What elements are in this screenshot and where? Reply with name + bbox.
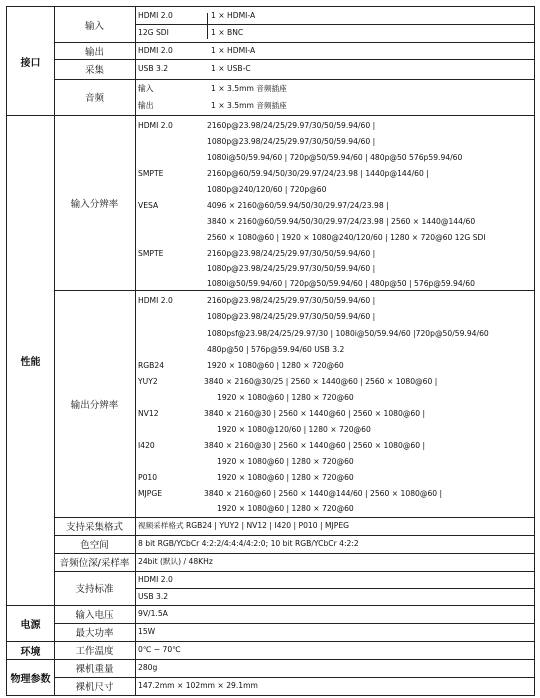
resolution-line: 1920 × 1080@60 | 1280 × 720@60	[217, 473, 354, 482]
resolution-line: 2160p@60/59.94/50/30/29.97/24/23.98 | 1440p@144/60 |	[207, 169, 429, 178]
max-power-value: 15W	[138, 627, 156, 636]
interface-spec: 1 × 3.5mm 音频插座	[211, 84, 287, 93]
resolution-line: 4096 × 2160@60/59.94/50/30/29.97/24/23.98 |	[207, 201, 389, 210]
format-name: YUY2	[138, 377, 158, 386]
size-value: 147.2mm × 102mm × 29.1mm	[138, 681, 258, 690]
interface-type: 输入	[138, 84, 154, 93]
resolution-line: 1080i@50/59.94/60 | 720p@50/59.94/60 | 480p@50 | 576p@59.94/60	[207, 279, 475, 288]
grid-line	[135, 588, 534, 589]
interface-spec: 1 × 3.5mm 音频插座	[211, 101, 287, 110]
resolution-line: 1920 × 1080@60 | 1280 × 720@60	[217, 504, 354, 513]
interface-spec: 1 × USB-C	[211, 64, 251, 73]
category-interface: 接口	[20, 57, 41, 69]
standard-value: USB 3.2	[138, 592, 169, 601]
resolution-line: 480p@50 | 576p@59.94/60 USB 3.2	[207, 345, 345, 354]
resolution-line: 3840 × 2160@60/59.94/50/30/29.97/24/23.98 | 2560 × 1440@144/60	[207, 217, 476, 226]
interface-type: USB 3.2	[138, 64, 169, 73]
resolution-line: 2160p@23.98/24/25/29.97/30/50/59.94/60 |	[207, 121, 376, 130]
category-environment: 环境	[20, 646, 41, 658]
format-name: SMPTE	[138, 169, 164, 178]
format-name: VESA	[138, 201, 159, 210]
format-name: NV12	[138, 409, 159, 418]
format-name: HDMI 2.0	[138, 121, 173, 130]
color-space-value: 8 bit RGB/YCbCr 4:2:2/4:4:4/4:2:0; 10 bit RGB/YCbCr 4:2:2	[138, 539, 359, 548]
format-name: RGB24	[138, 361, 165, 370]
resolution-line: 1920 × 1080@60 | 1280 × 720@60	[217, 457, 354, 466]
interface-type: 12G SDI	[138, 28, 169, 37]
resolution-line: 1080p@23.98/24/25/29.97/30/50/59.94/60 |	[207, 312, 376, 321]
format-name: I420	[138, 441, 155, 450]
capture-format-value: 视频采样格式 RGB24 | YUY2 | NV12 | I420 | P010 | MJPEG	[138, 521, 350, 530]
format-name: P010	[138, 473, 158, 482]
grid-line	[207, 13, 208, 39]
resolution-line: 1920 × 1080@60 | 1280 × 720@60	[217, 393, 354, 402]
resolution-line: 2160p@23.98/24/25/29.97/30/50/59.94/60 |	[207, 249, 376, 258]
work-temp-value: 0℃ ~ 70℃	[138, 645, 181, 654]
resolution-line: 1080psf@23.98/24/25/29.97/30 | 1080i@50/59.94/60 |720p@50/59.94/60	[207, 329, 489, 338]
resolution-line: 1920 × 1080@120/60 | 1280 × 720@60	[217, 425, 371, 434]
interface-spec: 1 × HDMI-A	[211, 11, 256, 20]
interface-spec: 1 × HDMI-A	[211, 46, 256, 55]
label-standards: 支持标准	[75, 584, 114, 595]
resolution-line: 3840 × 2160@30/25 | 2560 × 1440@60 | 2560 × 1080@60 |	[204, 377, 438, 386]
label-max-power: 最大功率	[75, 628, 114, 639]
grid-line	[135, 24, 534, 25]
interface-type: HDMI 2.0	[138, 11, 173, 20]
resolution-line: 1080p@23.98/24/25/29.97/30/50/59.94/60 |	[207, 137, 376, 146]
resolution-line: 1080p@23.98/24/25/29.97/30/50/59.94/60 |	[207, 264, 376, 273]
standard-value: HDMI 2.0	[138, 575, 173, 584]
label-input-resolution: 输入分辨率	[70, 198, 119, 210]
label-work-temp: 工作温度	[75, 646, 114, 657]
format-name: MJPGE	[138, 489, 163, 498]
resolution-line: 3840 × 2160@60 | 2560 × 1440@144/60 | 2560 × 1080@60 |	[204, 489, 443, 498]
format-name: SMPTE	[138, 249, 164, 258]
label-capture-format: 支持采集格式	[65, 522, 123, 533]
label-interface-input: 输入	[84, 20, 104, 32]
weight-value: 280g	[138, 663, 158, 672]
label-size: 裸机尺寸	[75, 682, 114, 693]
interface-spec: 1 × BNC	[211, 28, 244, 37]
resolution-line: 3840 × 2160@30 | 2560 × 1440@60 | 2560 × 1080@60 |	[204, 409, 426, 418]
grid-line	[135, 7, 136, 695]
resolution-line: 3840 × 2160@30 | 2560 × 1440@60 | 2560 × 1080@60 |	[204, 441, 426, 450]
resolution-line: 2560 × 1080@60 | 1920 × 1080@240/120/60 | 1280 × 720@60 12G SDI	[207, 233, 486, 242]
spec-table	[6, 6, 535, 696]
audio-bits-value: 24bit (默认) / 48KHz	[138, 557, 213, 566]
resolution-line: 1080i@50/59.94/60 | 720p@50/59.94/60 | 480p@50 576p59.94/60	[207, 153, 463, 162]
label-output-resolution: 输出分辨率	[70, 399, 119, 411]
resolution-line: 2160p@23.98/24/25/29.97/30/50/59.94/60 |	[207, 296, 376, 305]
label-input-voltage: 输入电压	[75, 610, 114, 621]
interface-type: HDMI 2.0	[138, 46, 173, 55]
label-weight: 裸机重量	[75, 664, 114, 675]
label-interface-audio: 音频	[84, 93, 104, 104]
interface-type: 输出	[138, 101, 154, 110]
category-physical: 物理参数	[10, 673, 51, 685]
label-audio-bits: 音频位深/采样率	[59, 558, 130, 569]
label-interface-output: 输出	[84, 46, 104, 58]
label-interface-capture: 采集	[84, 65, 104, 76]
resolution-line: 1080p@240/120/60 | 720p@60	[207, 185, 327, 194]
resolution-line: 1920 × 1080@60 | 1280 × 720@60	[207, 361, 344, 370]
label-color-space: 色空间	[80, 540, 109, 551]
input-voltage-value: 9V/1.5A	[138, 609, 168, 618]
category-power: 电源	[20, 619, 41, 631]
format-name: HDMI 2.0	[138, 296, 173, 305]
category-performance: 性能	[20, 356, 41, 368]
